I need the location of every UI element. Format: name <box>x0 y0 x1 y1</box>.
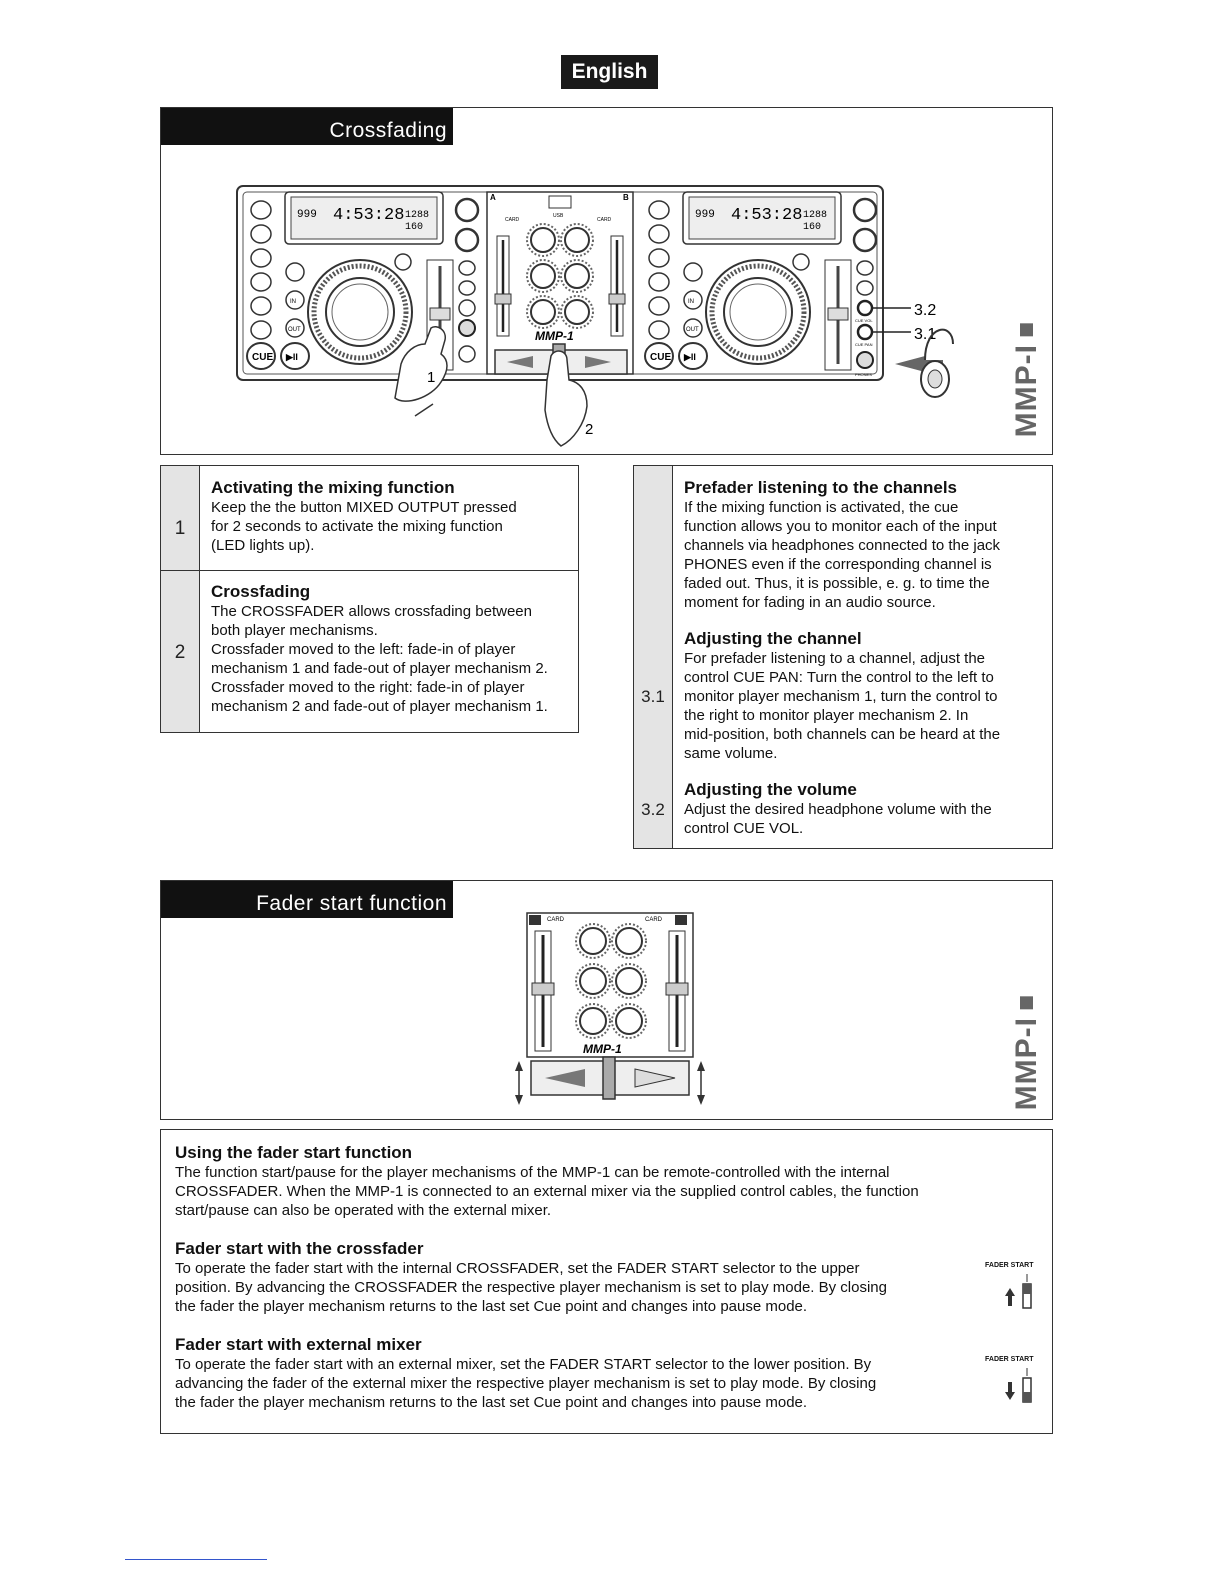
arrow-down-icon <box>697 1095 705 1105</box>
footer-line <box>125 1559 267 1560</box>
step-number-2: 2 <box>174 642 186 663</box>
step-1-title: Activating the mixing function <box>211 478 455 497</box>
right-instructions-table <box>633 465 1053 849</box>
fader-usage-line: The function start/pause for the player mechanisms of the MMP-1 can be remote-controlled with the internal <box>175 1164 890 1181</box>
step-3-1-title: Adjusting the channel <box>684 629 862 648</box>
right-cue-label: CUE <box>650 352 672 363</box>
number-column <box>634 466 673 848</box>
step-number-3-1: 3.1 <box>641 687 665 706</box>
external-mixer-block <box>175 1334 985 1412</box>
callout-2: 2 <box>585 421 594 438</box>
prefader-line: function allows you to monitor each of the input <box>684 518 997 535</box>
prefader-title: Prefader listening to the channels <box>684 478 958 497</box>
external-mixer-title: Fader start with external mixer <box>175 1335 422 1354</box>
cue-pan-knob <box>858 325 872 339</box>
fader-usage-line: CROSSFADER. When the MMP-1 is connected to an external mixer via the supplied control cables, the function <box>175 1183 919 1200</box>
phones-jack <box>857 352 873 368</box>
step-3-1-line: For prefader listening to a channel, adjust the <box>684 650 986 667</box>
cue-vol-knob <box>858 301 872 315</box>
fader-start-up-icon: FADER START <box>985 1262 1035 1312</box>
step-2-cell <box>211 582 572 716</box>
step-1-line: for 2 seconds to activate the mixing function <box>211 518 503 535</box>
left-cue-label: CUE <box>252 352 274 363</box>
step-number-3-2: 3.2 <box>641 800 665 819</box>
prefader-line: If the mixing function is activated, the cue <box>684 499 959 516</box>
step-1-line: Keep the the button MIXED OUTPUT pressed <box>211 499 517 516</box>
callout-3-1: 3.1 <box>914 326 937 343</box>
side-label: MMP-I <box>1010 996 1044 1110</box>
external-mixer-line: advancing the fader of the external mixer the respective player mechanism is set to play mode. By closing <box>175 1375 877 1392</box>
cue-vol-label: CUE VOL <box>855 318 873 323</box>
mixer-closeup-diagram <box>505 911 715 1111</box>
right-track-display: 999 <box>695 209 715 221</box>
external-mixer-line: To operate the fader start with an external mixer, set the FADER START selector to the lower position. By <box>175 1356 872 1373</box>
step-2-line: mechanism 1 and fade-out of player mechanism 2. <box>211 660 548 677</box>
language-badge: English <box>561 55 658 89</box>
left-out-label: OUT <box>288 327 301 333</box>
mixer-card-b: CARD <box>597 217 612 223</box>
right-play-label: ▶II <box>684 352 696 362</box>
prefader-line: PHONES even if the corresponding channel is <box>684 556 992 573</box>
fader-start-down-icon: FADER START <box>985 1356 1035 1406</box>
mmp1-device-diagram <box>235 184 955 454</box>
phones-label: PHONES <box>855 372 872 377</box>
mixed-output-button <box>459 320 475 336</box>
step-3-2-line: Adjust the desired headphone volume with the <box>684 801 992 818</box>
mixer-usb: USB <box>553 213 564 219</box>
right-bpm-display: 160 <box>803 222 822 233</box>
step-3-2-title: Adjusting the volume <box>684 780 857 799</box>
arrow-icon <box>895 356 925 372</box>
prefader-intro-cell <box>684 478 1046 612</box>
right-out-label: OUT <box>686 327 699 333</box>
card-label: CARD <box>547 917 565 923</box>
fader-usage-block <box>175 1142 1035 1220</box>
step-3-1-line: mid-position, both channels can be heard at the <box>684 726 1001 743</box>
arrow-down-icon <box>515 1095 523 1105</box>
step-3-2-cell <box>684 780 1046 838</box>
callout-1: 1 <box>427 369 436 386</box>
mixer-model-label: MMP-1 <box>583 1042 622 1056</box>
mixer-b-label: B <box>623 193 629 202</box>
left-track-display: 999 <box>297 209 317 221</box>
step-1-cell <box>211 478 572 555</box>
step-3-1-line: the right to monitor player mechanism 2. In <box>684 707 969 724</box>
left-in-label: IN <box>290 299 296 305</box>
crossfading-section <box>160 107 1053 455</box>
step-2-line: both player mechanisms. <box>211 622 378 639</box>
fader-start-section <box>160 880 1053 1120</box>
step-number-1: 1 <box>174 518 186 539</box>
prefader-line: channels via headphones connected to the jack <box>684 537 1001 554</box>
callout-3-2: 3.2 <box>914 302 937 319</box>
side-label: MMP-I <box>1010 323 1044 437</box>
mixer-card-a: CARD <box>505 217 520 223</box>
fader-usage-title: Using the fader start function <box>175 1143 413 1162</box>
step-3-1-cell <box>684 629 1046 763</box>
step-2-title: Crossfading <box>211 582 311 601</box>
step-2-line: Crossfader moved to the right: fade-in of player <box>211 679 525 696</box>
row-divider <box>161 570 578 571</box>
left-bpm-display: 160 <box>405 222 424 233</box>
right-time-display: 4:53:28 <box>731 206 803 225</box>
crossfader-block <box>175 1238 985 1316</box>
fader-start-text-box <box>160 1129 1053 1434</box>
left-time-display: 4:53:28 <box>333 206 405 225</box>
step-3-2-line: control CUE VOL. <box>684 820 804 837</box>
step-2-line: The CROSSFADER allows crossfading between <box>211 603 532 620</box>
mixer-model-label: MMP-1 <box>535 329 574 343</box>
crossfading-header: Crossfading <box>161 108 453 145</box>
arrow-up-icon <box>515 1061 523 1071</box>
step-3-1-line: control CUE PAN: Turn the control to the left to <box>684 669 994 686</box>
step-1-line: (LED lights up). <box>211 537 315 554</box>
right-in-label: IN <box>688 299 694 305</box>
crossfader-line: position. By advancing the CROSSFADER the respective player mechanism is set to play mode. By closing <box>175 1279 887 1296</box>
crossfader-title: Fader start with the crossfader <box>175 1239 424 1258</box>
prefader-line: faded out. Thus, it is possible, e. g. to time the <box>684 575 990 592</box>
arrow-up-icon <box>697 1061 705 1071</box>
external-mixer-line: the fader the player mechanism returns to the last set Cue point and changes into pause mode. <box>175 1394 808 1411</box>
mixer-a-label: A <box>490 193 496 202</box>
fader-start-header: Fader start function <box>161 881 453 918</box>
left-instructions-table <box>160 465 579 733</box>
fader-usage-line: start/pause can also be operated with the external mixer. <box>175 1202 552 1219</box>
crossfader-line: the fader the player mechanism returns to the last set Cue point and changes into pause mode. <box>175 1298 808 1315</box>
crossfader-line: To operate the fader start with the internal CROSSFADER, set the FADER START selector to the upper <box>175 1260 860 1277</box>
right-count-display: 1288 <box>803 210 828 221</box>
cue-pan-label: CUE PAN <box>855 342 873 347</box>
step-2-line: Crossfader moved to the left: fade-in of player <box>211 641 516 658</box>
step-3-1-line: same volume. <box>684 745 778 762</box>
mixer-section <box>487 192 633 378</box>
step-3-1-line: monitor player mechanism 1, turn the control to <box>684 688 998 705</box>
step-2-line: mechanism 2 and fade-out of player mechanism 1. <box>211 698 548 715</box>
card-label: CARD <box>645 917 663 923</box>
left-count-display: 1288 <box>405 210 430 221</box>
number-column <box>161 466 200 732</box>
prefader-line: moment for fading in an audio source. <box>684 594 936 611</box>
left-play-label: ▶II <box>286 352 298 362</box>
